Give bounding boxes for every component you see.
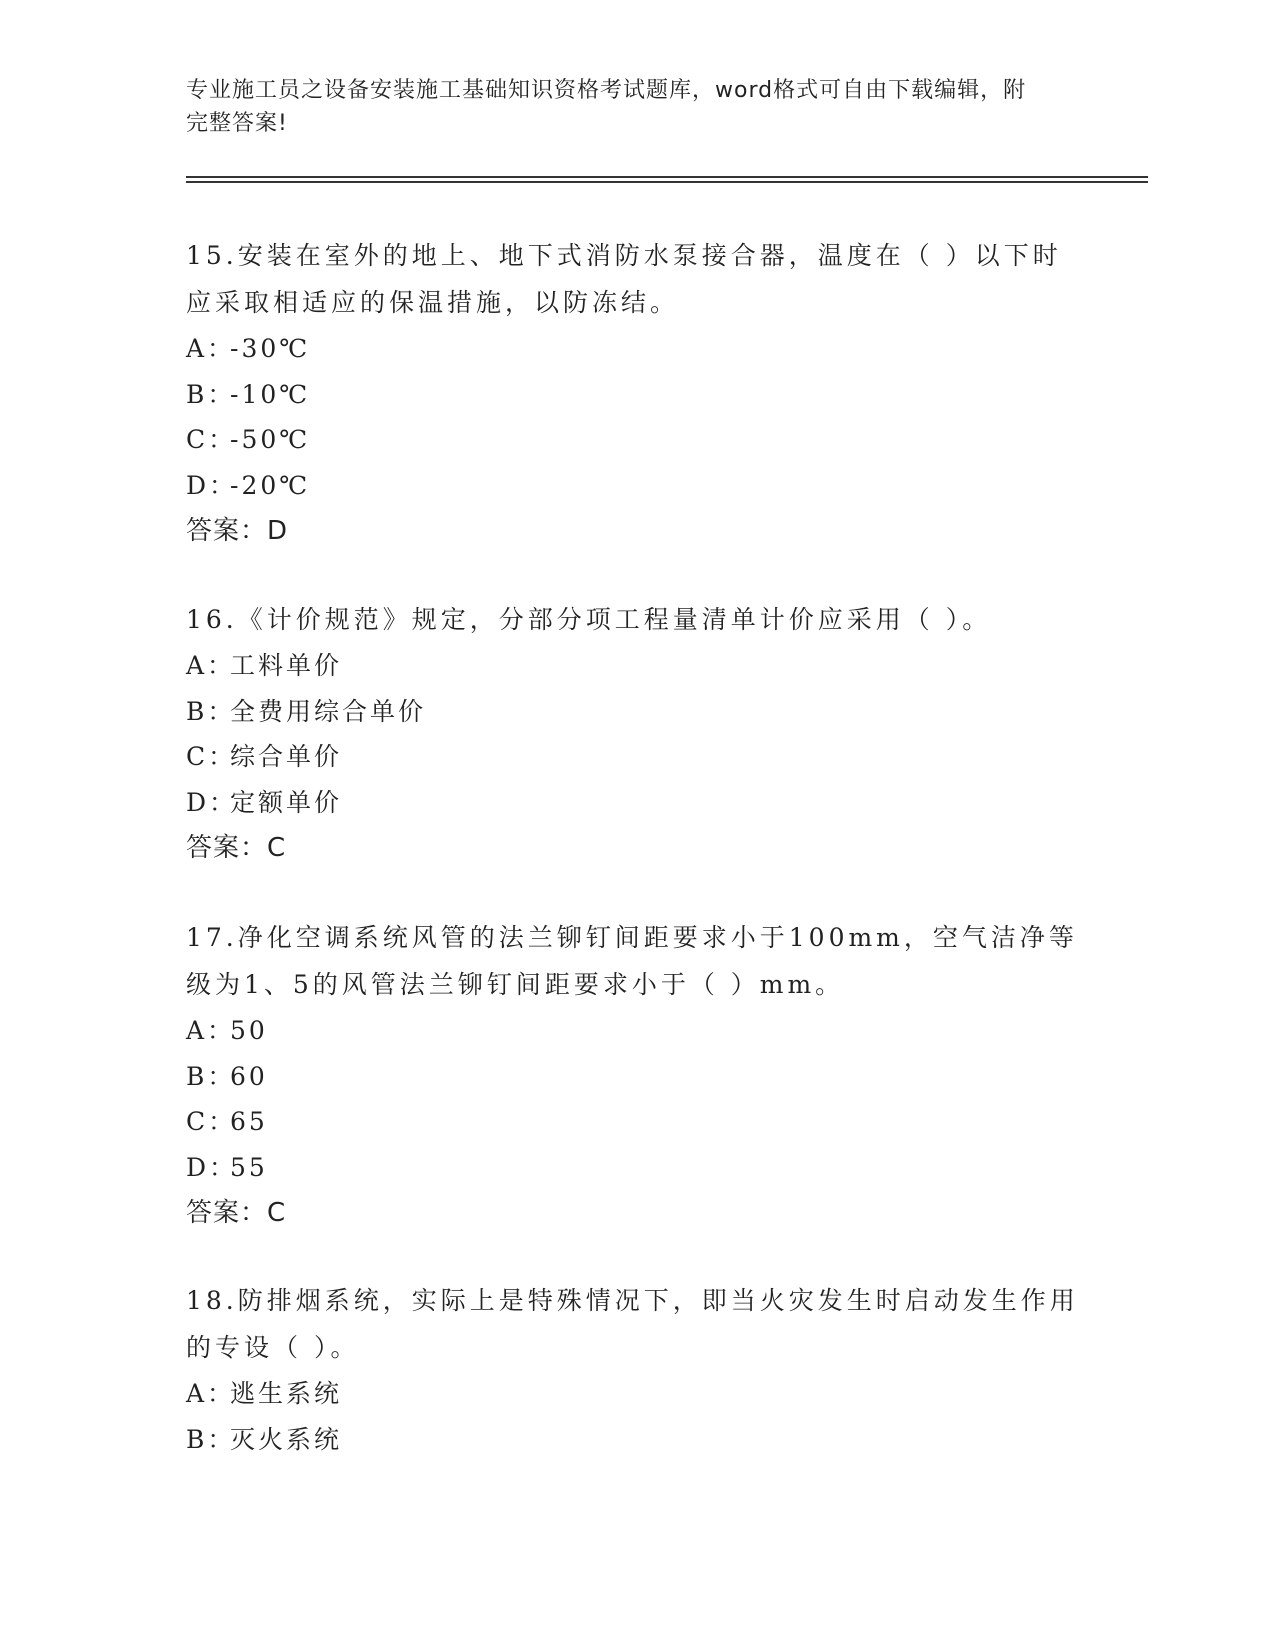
header-divider-top xyxy=(186,176,1148,178)
option-text: -20℃ xyxy=(230,470,311,500)
question-stem: 16.《计价规范》规定，分部分项工程量清单计价应采用（ ）。 xyxy=(186,605,992,634)
option-text: -10℃ xyxy=(230,379,311,409)
option-key: A： xyxy=(186,651,236,680)
option-key: B： xyxy=(186,379,236,409)
option-key: C： xyxy=(186,1107,237,1136)
question-stem: 17.净化空调系统风管的法兰铆钉间距要求小于100mm，空气洁净等级为1、5的风管法兰铆钉间距要求小于（ ）mm。 xyxy=(186,923,1078,999)
option-key: B： xyxy=(186,1061,236,1091)
answer-line: 答案：C xyxy=(186,833,287,863)
option-a xyxy=(186,326,1086,372)
question-stem: 15.安装在室外的地上、地下式消防水泵接合器，温度在（ ）以下时应采取相适应的保温措施，以防冻结。 xyxy=(186,241,1062,317)
option-key: C： xyxy=(186,425,237,454)
option-d xyxy=(186,780,1086,826)
option-text: 55 xyxy=(230,1152,268,1182)
document-header: 专业施工员之设备安装施工基础知识资格考试题库，word格式可自由下载编辑，附完整答案! xyxy=(186,78,1027,136)
option-text: 定额单价 xyxy=(230,787,343,817)
option-b xyxy=(186,1417,1086,1463)
option-key: B： xyxy=(186,1424,236,1454)
answer-line: 答案：D xyxy=(186,516,289,546)
option-key: D： xyxy=(186,470,238,500)
header-divider-bottom xyxy=(186,181,1148,183)
question-16 xyxy=(186,596,1086,871)
option-text: -30℃ xyxy=(230,334,311,363)
option-a xyxy=(186,643,1086,689)
option-text: 工料单价 xyxy=(230,651,343,680)
option-b xyxy=(186,372,1086,418)
option-key: D： xyxy=(186,787,238,817)
option-a xyxy=(186,1371,1086,1417)
option-text: 50 xyxy=(230,1016,268,1045)
option-text: 综合单价 xyxy=(230,742,343,771)
option-c xyxy=(186,417,1086,463)
option-key: A： xyxy=(186,1016,236,1045)
option-c xyxy=(186,1099,1086,1145)
option-text: 60 xyxy=(230,1061,268,1091)
option-b xyxy=(186,689,1086,735)
option-key: A： xyxy=(186,1379,236,1408)
option-key: B： xyxy=(186,696,236,726)
option-d xyxy=(186,1145,1086,1191)
option-text: 全费用综合单价 xyxy=(230,696,427,726)
question-stem: 18.防排烟系统，实际上是特殊情况下，即当火灾发生时启动发生作用的专设（ ）。 xyxy=(186,1286,1079,1362)
option-key: A： xyxy=(186,334,236,363)
question-18 xyxy=(186,1277,1086,1462)
option-text: 65 xyxy=(230,1107,268,1136)
answer-line: 答案：C xyxy=(186,1198,287,1228)
question-17 xyxy=(186,914,1086,1236)
option-key: D： xyxy=(186,1152,238,1182)
option-d xyxy=(186,463,1086,509)
option-key: C： xyxy=(186,742,237,771)
option-text: 逃生系统 xyxy=(230,1379,343,1408)
option-c xyxy=(186,734,1086,780)
option-text: 灭火系统 xyxy=(230,1424,343,1454)
option-text: -50℃ xyxy=(230,425,311,454)
question-15 xyxy=(186,232,1086,554)
option-a xyxy=(186,1008,1086,1054)
option-b xyxy=(186,1054,1086,1100)
